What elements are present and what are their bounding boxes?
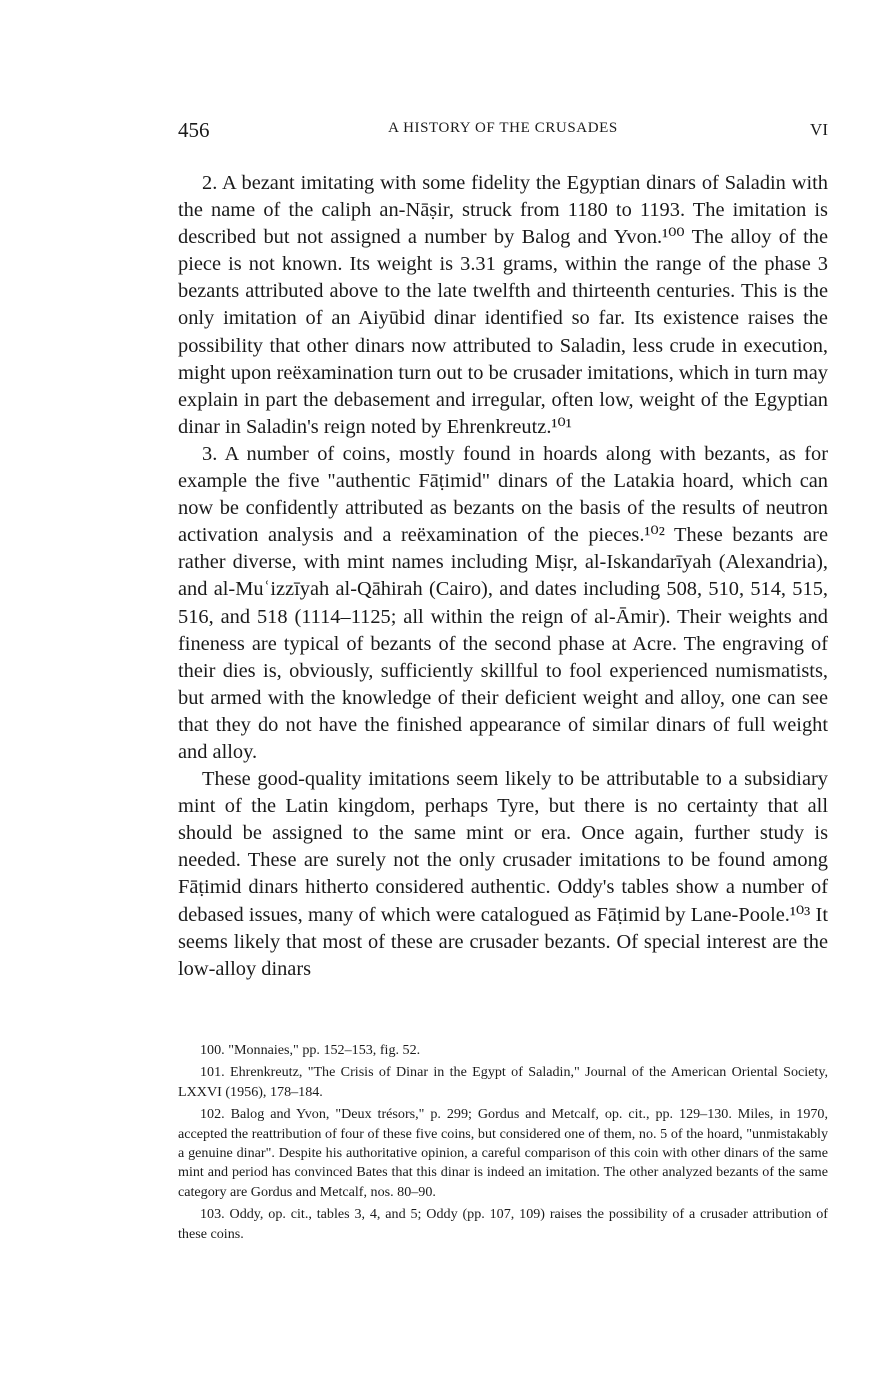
section-number: VI [810,120,828,139]
footnote-102: 102. Balog and Yvon, "Deux trésors," p. 299; Gordus and Metcalf, op. cit., pp. 129–130. Miles, in 1970, accepted the reattribution of four of these five coins, but considered one of them, no. 5 of the hoard, "unmistakably a genuine dinar". Despite his authoritative opinion, a careful comparison of this coin with other dinars of the same mint and period has convinced Bates that this dinar is indeed an imitation. The other analyzed bezants of the same category are Gordus and Metcalf, nos. 80–90. [178,1106,828,1200]
footnote-103: 103. Oddy, op. cit., tables 3, 4, and 5; Oddy (pp. 107, 109) raises the possibility of a crusader attribution of these coins. [178,1206,828,1242]
main-text [178,170,828,983]
running-title: A HISTORY OF THE CRUSADES [388,120,618,136]
paragraph-item-2: 2. A bezant imitating with some fidelity the Egyptian dinars of Saladin with the name of the caliph an-Nāṣir, struck from 1180 to 1193. The imitation is described but not assigned a number by Balog and Yvon.¹⁰⁰ The alloy of the piece is not known. Its weight is 3.31 grams, within the range of the phase 3 bezants attributed above to the late twelfth and thirteenth centuries. This is the only imitation of an Aiyūbid dinar identified so far. Its existence raises the possibility that other dinars now attributed to Saladin, less crude in execution, might upon reëxamination turn out to be crusader imitations, which in turn may explain in part the debasement and irregular, often low, weight of the Egyptian dinar in Saladin's reign noted by Ehrenkreutz.¹⁰¹ [178,172,828,438]
paragraph-imitations: These good-quality imitations seem likely to be attributable to a subsidiary mint of the Latin kingdom, perhaps Tyre, but there is no certainty that all should be assigned to the same mint or era. Once again, further study is needed. These are surely not the only crusader imitations to be found among Fāṭimid dinars hitherto considered authentic. Oddy's tables show a number of debased issues, many of which were catalogued as Fāṭimid by Lane-Poole.¹⁰³ It seems likely that most of these are crusader bezants. Of special interest are the low-alloy dinars [178,768,828,980]
footnote-100: 100. "Monnaies," pp. 152–153, fig. 52. [200,1042,421,1058]
footnotes [178,1041,828,1247]
page-number: 456 [178,118,210,142]
footnote-101: 101. Ehrenkreutz, "The Crisis of Dinar in the Egypt of Saladin," Journal of the American Oriental Society, LXXVI (1956), 178–184. [178,1064,828,1100]
running-header [178,118,828,148]
paragraph-item-3: 3. A number of coins, mostly found in hoards along with bezants, as for example the five "authentic Fāṭimid" dinars of the Latakia hoard, which can now be confidently attributed as bezants on the basis of the results of neutron activation analysis and a reëxamination of the pieces.¹⁰² These bezants are rather diverse, with mint names including Miṣr, al-Iskandarīyah (Alexandria), and al-Muʿizzīyah al-Qāhirah (Cairo), and dates including 508, 510, 514, 515, 516, and 518 (1114–1125; all within the reign of al-Āmir). Their weights and fineness are typical of bezants of the second phase at Acre. The engraving of their dies is, obviously, sufficiently skillful to fool experienced numismatists, but armed with the knowledge of their deficient weight and alloy, one can see that they do not have the finished appearance of similar dinars of full weight and alloy. [178,442,828,763]
